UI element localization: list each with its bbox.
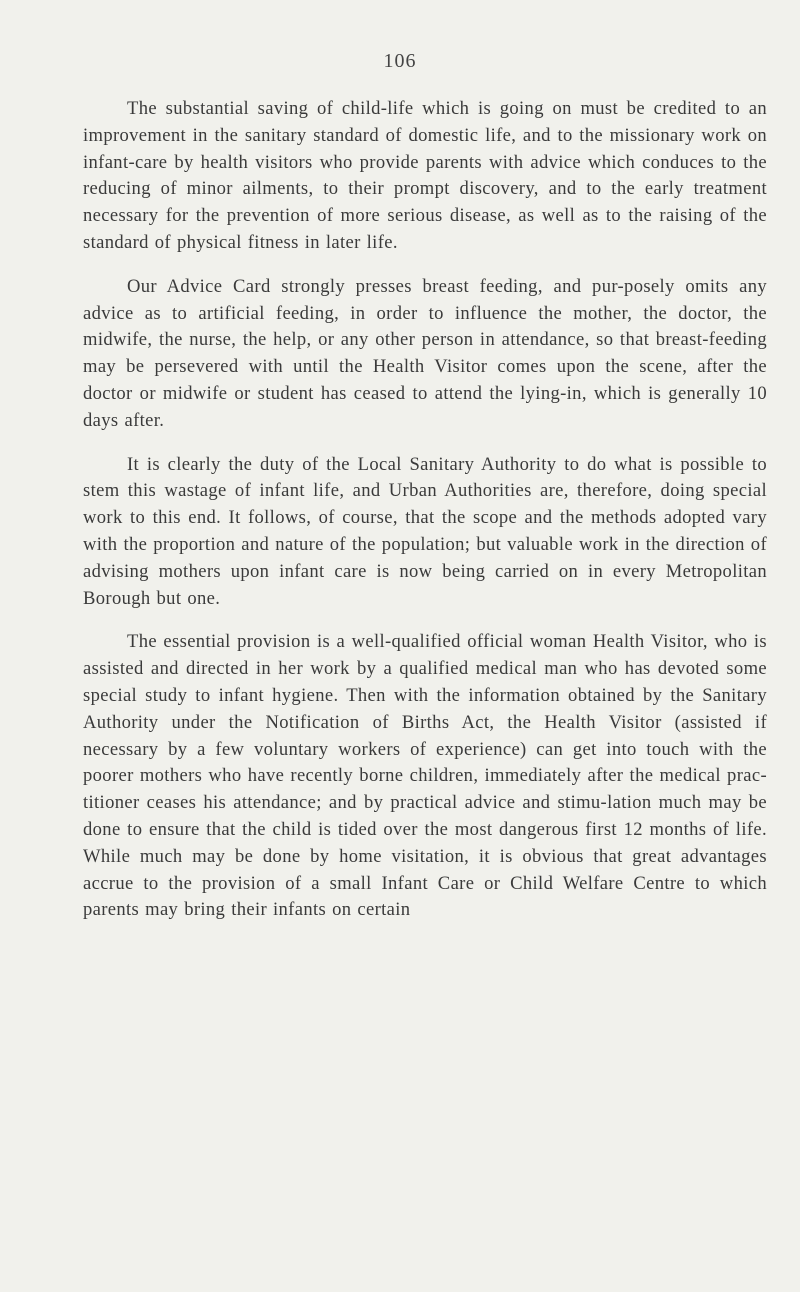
paragraph-3: It is clearly the duty of the Local Sanitary Authority to do what is possible to stem this wastage of infant life, and Urban Authorities are, therefore, doing special work to this end. It follows, of course, that the scope and the methods adopted vary with the proportion and nature of the population; but valuable work in the direction of advising mothers upon infant care is now being carried on in every Metropolitan Borough but one.	[83, 453, 767, 609]
paragraph-4: The essential provision is a well-qualified official woman Health Visitor, who is assisted and directed in her work by a qualified medical man who has devoted some special study to infant hygiene. Then with the information obtained by the Sanitary Authority under the Notification of Births Act, the Health Visitor (assisted if necessary by a few voluntary workers of experience) can get into touch with the poorer mothers who have recently borne children, immediately after the medical prac-titioner ceases his attendance; and by practical advice and stimu-lation much may be done to ensure that the child is tided over the most dangerous first 12 months of life. While much may be done by home visitation, it is obvious that great advantages accrue to the provision of a small Infant Care or Child Welfare Centre to which parents may bring their infants on certain	[83, 631, 767, 921]
page-number: 106	[383, 50, 417, 72]
body-text	[83, 96, 767, 941]
paragraph-1: The substantial saving of child-life which is going on must be credited to an improvement in the sanitary standard of domestic life, and to the missionary work on infant-care by health visitors who provide parents with advice which conduces to the reducing of minor ailments, to their prompt discovery, and to the early treatment necessary for the prevention of more serious disease, as well as to the raising of the standard of physical fitness in later life.	[83, 98, 767, 253]
paragraph-2: Our Advice Card strongly presses breast feeding, and pur-posely omits any advice as to artificial feeding, in order to influence the mother, the doctor, the midwife, the nurse, the help, or any other person in attendance, so that breast-feeding may be persevered with until the Health Visitor comes upon the scene, after the doctor or midwife or student has ceased to attend the lying-in, which is generally 10 days after.	[83, 275, 767, 431]
